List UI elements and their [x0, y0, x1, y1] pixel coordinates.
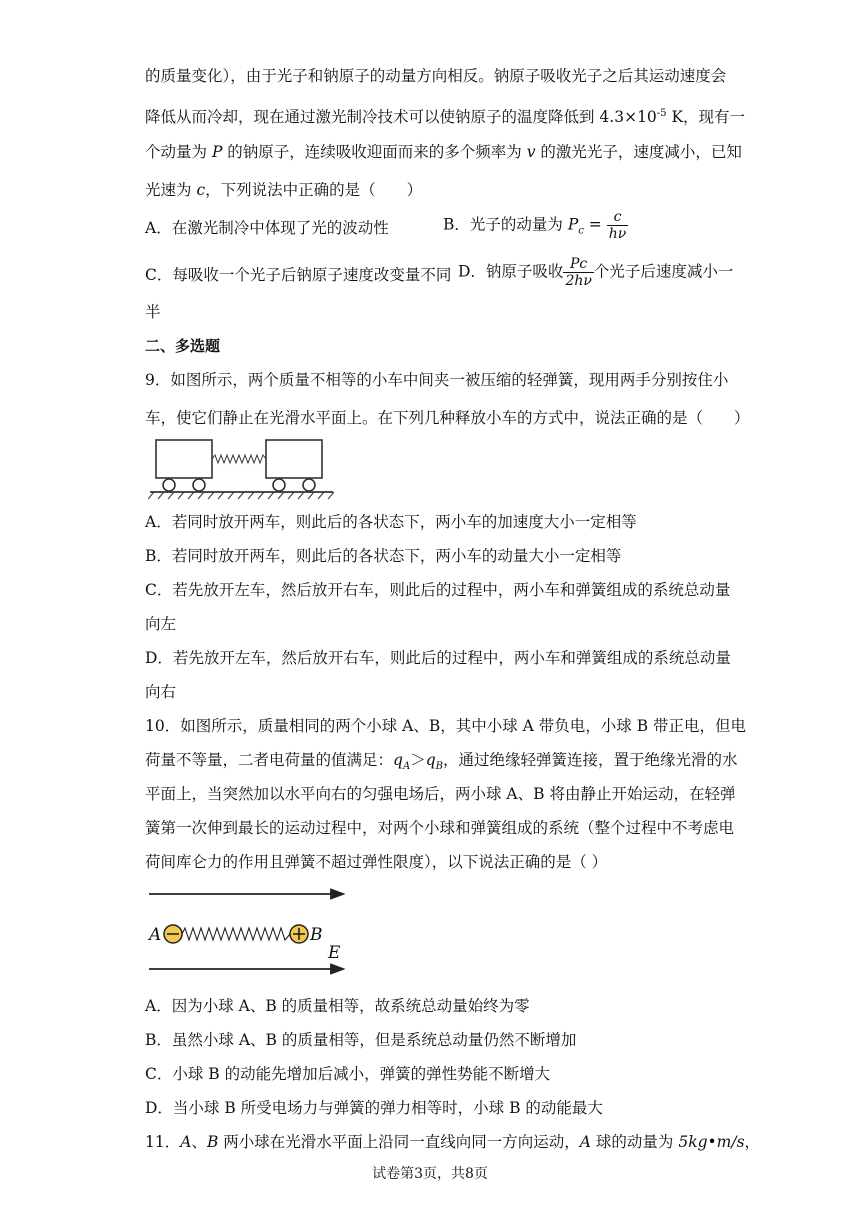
ground-hatching	[148, 492, 334, 499]
q8-option-d-cont: 半	[145, 303, 161, 321]
q10-option-d: D．当小球 B 所受电场力与弹簧的弹力相等时，小球 B 的动能最大	[145, 1099, 603, 1117]
q9-line-2: 车，使它们静止在光滑水平面上。在下列几种释放小车的方式中，说法正确的是（ ）	[145, 409, 750, 427]
q11-line-1: 11．A、B 两小球在光滑水平面上沿同一直线向同一方向运动，A 球的动量为 5kg•m/s，	[145, 1133, 761, 1151]
q9-carts-figure	[148, 436, 338, 502]
section-title: 二、多选题	[145, 337, 221, 355]
spring	[182, 928, 290, 940]
q8-line-3: 个动量为 P 的钠原子，连续吸收迎面而来的多个频率为 v 的激光光子，速度减小，已知	[145, 143, 742, 161]
field-arrow-top	[331, 890, 343, 899]
field-arrow-bottom	[331, 965, 343, 974]
q9-option-d-line-1: D．若先放开左车，然后放开右车，则此后的过程中，两小车和弹簧组成的系统总动量	[145, 649, 731, 667]
q8-option-d-fraction: $\frac{Pc}{2h\nu}$	[565, 256, 592, 289]
right-cart-body	[266, 440, 322, 478]
q10-option-c: C．小球 B 的动能先增加后减小，弹簧的弹性势能不断增大	[145, 1065, 551, 1083]
left-cart-wheel-1	[163, 479, 175, 491]
q8-option-c: C．每吸收一个光子后钠原子速度改变量不同	[145, 266, 452, 284]
q10-option-a: A．因为小球 A、B 的质量相等，故系统总动量始终为零	[145, 997, 530, 1015]
q8-line-2: 降低从而冷却，现在通过激光制冷技术可以使钠原子的温度降低到 $4.3\times 10^{-5}$ K，现有一	[145, 108, 746, 127]
q8-option-a: A．在激光制冷中体现了光的波动性	[145, 219, 389, 237]
q8-option-d: D．钠原子吸收 $\frac{Pc}{2h\nu}$ 个光子后速度减小一	[458, 256, 734, 289]
q10-line-5: 荷间库仑力的作用且弹簧不超过弹性限度），以下说法正确的是（ ）	[145, 853, 608, 871]
page-footer: 试卷第3页，共8页	[372, 1166, 488, 1182]
q10-line-1: 10．如图所示，质量相同的两个小球 A、B，其中小球 A 带负电，小球 B 带正电，但电	[145, 717, 747, 735]
q9-option-d-line-2: 向右	[145, 683, 177, 701]
q8-line-1: 的质量变化），由于光子和钠原子的动量方向相反。钠原子吸收光子之后其运动速度会	[145, 67, 727, 85]
q8-option-b: B．光子的动量为 $P_c$ = $\frac{c}{h\nu}$	[443, 209, 627, 242]
q10-line-3: 平面上，当突然加以水平向右的匀强电场后，两小球 A、B 将由静止开始运动，在轻弹	[145, 785, 736, 803]
q10-option-b: B．虽然小球 A、B 的质量相等，但是系统总动量仍然不断增加	[145, 1031, 577, 1049]
label-a: A	[149, 925, 162, 945]
label-b: B	[310, 925, 323, 945]
label-e: E	[328, 943, 341, 963]
q9-option-b: B．若同时放开两车，则此后的各状态下，两小车的动量大小一定相等	[145, 547, 622, 565]
q10-electric-field-figure	[145, 884, 350, 976]
q8-line-4: 光速为 c，下列说法中正确的是（ ）	[145, 181, 423, 199]
left-cart-wheel-2	[193, 479, 205, 491]
q9-option-c-line-2: 向左	[145, 615, 177, 633]
q9-option-c-line-1: C．若先放开左车，然后放开右车，则此后的过程中，两小车和弹簧组成的系统总动量	[145, 581, 731, 599]
left-cart-body	[156, 440, 212, 478]
right-cart-wheel-1	[273, 479, 285, 491]
q10-line-2: 荷量不等量，二者电荷量的值满足：$q_A>q_B$，通过绝缘轻弹簧连接，置于绝缘光滑的水	[145, 751, 738, 773]
compressed-spring	[212, 455, 266, 463]
q8-option-b-fraction: $\frac{c}{h\nu}$	[608, 209, 627, 242]
q9-option-a: A．若同时放开两车，则此后的各状态下，两小车的加速度大小一定相等	[145, 513, 637, 531]
q9-line-1: 9．如图所示，两个质量不相等的小车中间夹一被压缩的轻弹簧，现用两手分别按住小	[145, 371, 729, 389]
right-cart-wheel-2	[303, 479, 315, 491]
q10-line-4: 簧第一次伸到最长的运动过程中，对两个小球和弹簧组成的系统（整个过程中不考虑电	[145, 819, 735, 837]
